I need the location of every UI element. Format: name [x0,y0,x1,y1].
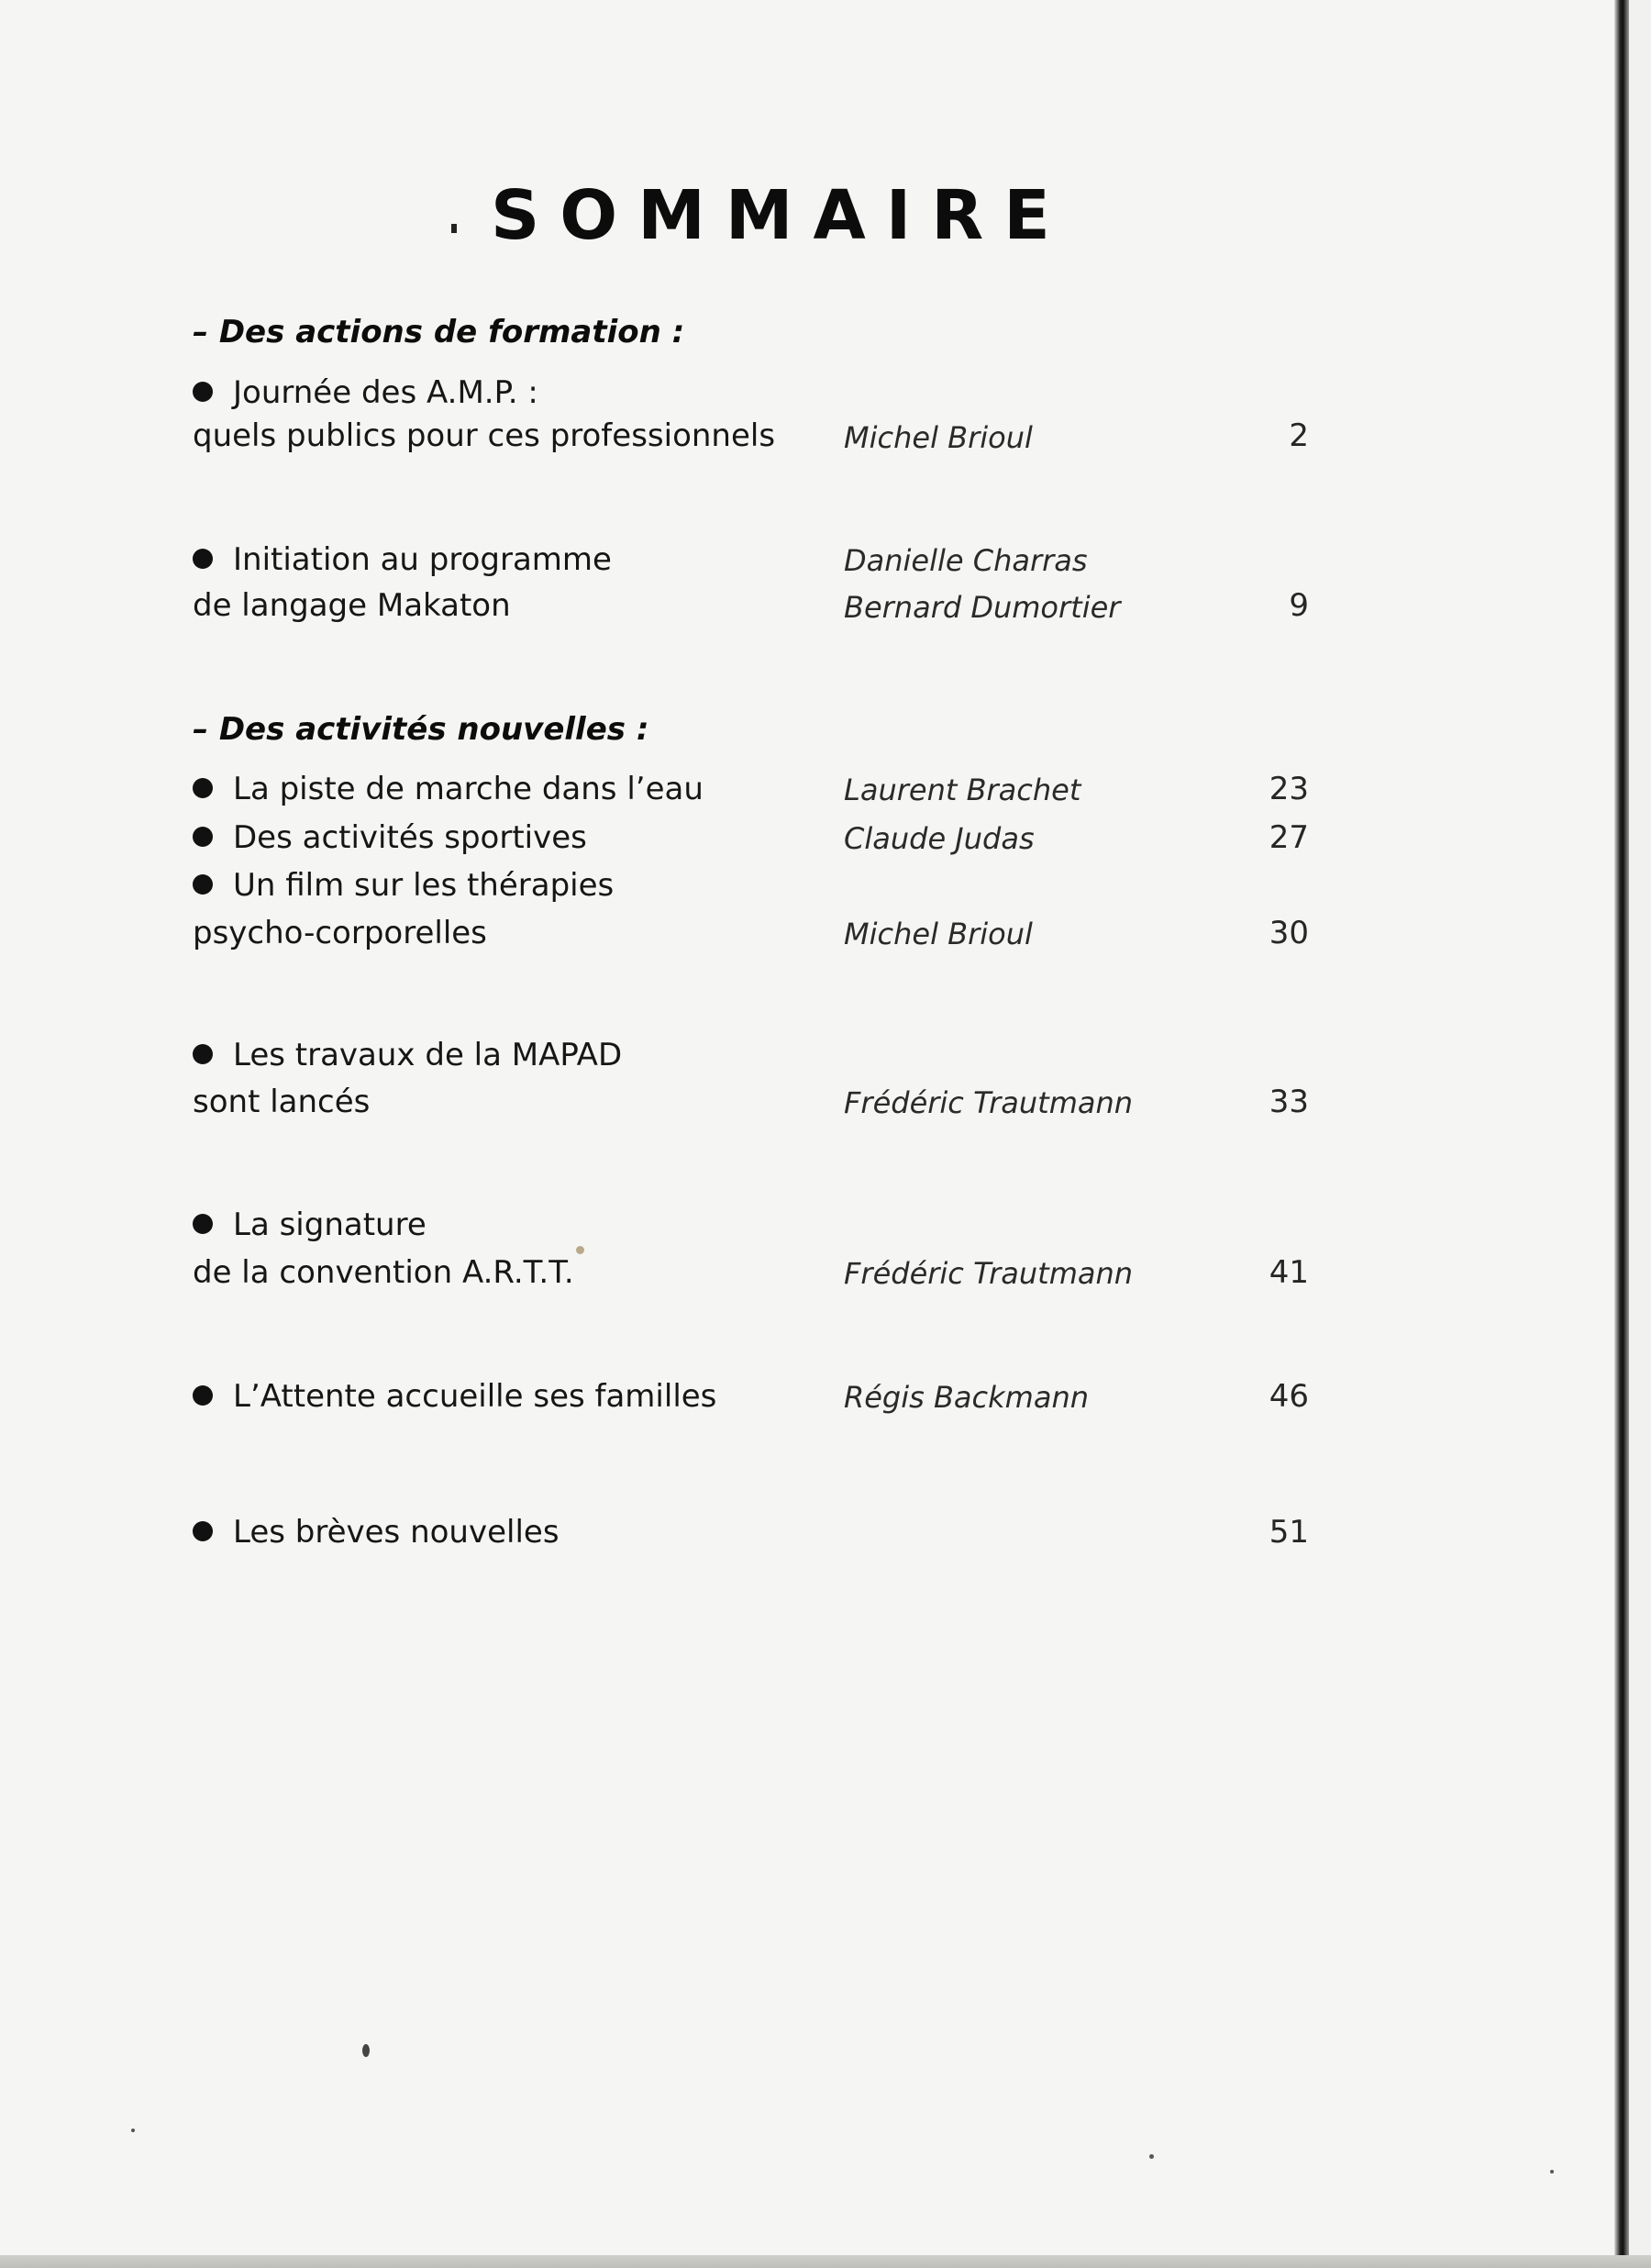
toc-entry-line: Un film sur les thérapies [193,867,614,904]
toc-author: Danielle Charras [844,543,1088,578]
toc-page-number: 2 [1289,417,1309,454]
toc-entry-line: Les travaux de la MAPAD [193,1037,622,1073]
toc-author: Michel Brioul [844,917,1033,951]
toc-page-number: 27 [1269,819,1309,856]
scan-speck [576,1246,584,1254]
toc-entry-line: La piste de marche dans l’eau [193,771,704,807]
toc-page-number: 33 [1269,1084,1309,1120]
page-bottom-edge [0,2255,1651,2268]
bullet-icon [193,1521,213,1541]
toc-entry-line: sont lancés [193,1084,371,1120]
toc-page-number: 9 [1289,587,1309,624]
toc-entry-line: Journée des A.M.P. : [193,374,538,411]
scan-speck [1149,2154,1154,2159]
toc-author: Michel Brioul [844,420,1033,455]
scan-speck [1550,2170,1554,2174]
bullet-icon [193,382,213,402]
toc-page-number: 51 [1269,1514,1309,1551]
toc-page-number: 46 [1269,1378,1309,1415]
toc-entry-line: de la convention A.R.T.T. [193,1254,574,1291]
bullet-icon [193,874,213,895]
bullet-icon [193,1214,213,1234]
toc-author: Laurent Brachet [844,773,1081,807]
toc-page-number: 30 [1269,915,1309,951]
bullet-icon [193,549,213,569]
page-title: SOMMAIRE [491,176,1070,255]
toc-author: Régis Backmann [844,1380,1089,1415]
scan-speck [362,2044,370,2057]
toc-entry-line: Initiation au programme [193,541,612,578]
toc-entry-line: La signature [193,1206,427,1243]
toc-author: Bernard Dumortier [844,590,1121,625]
toc-entry-line: Des activités sportives [193,819,587,856]
toc-entry-line: psycho-corporelles [193,915,487,951]
toc-entry-line: quels publics pour ces professionnels [193,417,776,454]
toc-entry-line: Les brèves nouvelles [193,1514,560,1551]
scan-speck [131,2129,135,2132]
bullet-icon [193,778,213,798]
toc-author: Frédéric Trautmann [844,1085,1134,1120]
toc-page-number: 41 [1269,1254,1309,1291]
toc-entry-line: de langage Makaton [193,587,511,624]
toc-author: Frédéric Trautmann [844,1256,1134,1291]
toc-entry-line: L’Attente accueille ses familles [193,1378,716,1415]
bullet-icon [193,1385,213,1406]
toc-page-number: 23 [1269,771,1309,807]
bullet-icon [193,1044,213,1064]
bullet-icon [193,827,213,847]
title-mark [451,224,457,233]
section-heading-formation: – Des actions de formation : [193,314,685,350]
section-heading-activites: – Des activités nouvelles : [193,711,649,748]
toc-author: Claude Judas [844,821,1035,856]
page-edge [1614,0,1629,2259]
